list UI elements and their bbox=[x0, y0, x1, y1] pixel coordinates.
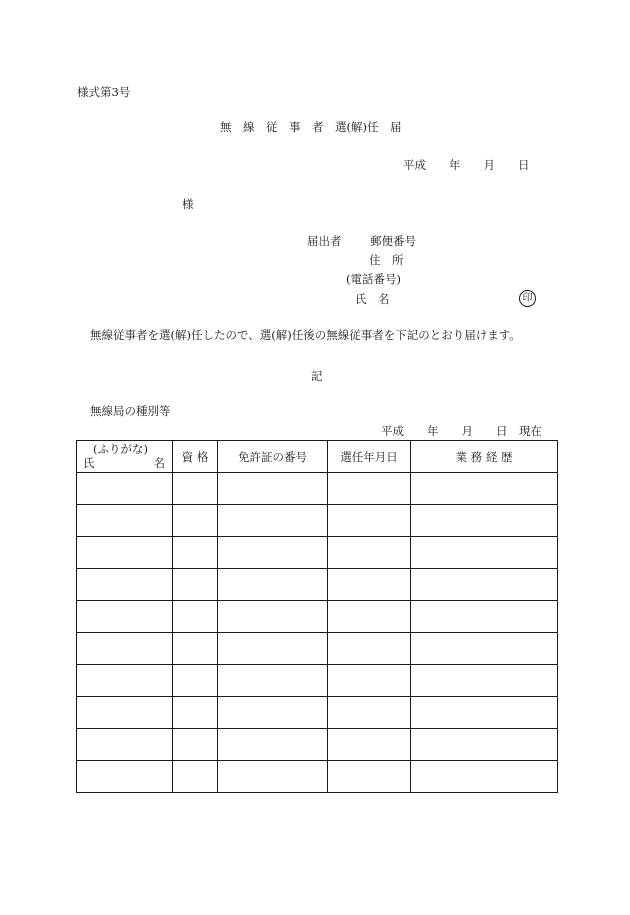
table-row bbox=[77, 473, 558, 505]
cell-license-number[interactable] bbox=[218, 601, 328, 633]
station-type-label: 無線局の種別等 bbox=[90, 404, 171, 418]
form-number: 様式第3号 bbox=[77, 85, 131, 99]
table-row bbox=[77, 729, 558, 761]
cell-appointment-date[interactable] bbox=[328, 505, 411, 537]
submission-date: 平成 年 月 日 bbox=[403, 158, 530, 172]
cell-license-number[interactable] bbox=[218, 505, 328, 537]
as-of-date: 平成 年 月 日 現在 bbox=[381, 424, 542, 438]
cell-name[interactable] bbox=[77, 537, 173, 569]
cell-license-number[interactable] bbox=[218, 473, 328, 505]
table-row bbox=[77, 537, 558, 569]
table-row bbox=[77, 569, 558, 601]
cell-license-number[interactable] bbox=[218, 665, 328, 697]
cell-career[interactable] bbox=[411, 473, 558, 505]
phone-label: (電話番号) bbox=[346, 272, 401, 286]
cell-career[interactable] bbox=[411, 569, 558, 601]
cell-name[interactable] bbox=[77, 633, 173, 665]
table-row bbox=[77, 505, 558, 537]
cell-career[interactable] bbox=[411, 697, 558, 729]
cell-name[interactable] bbox=[77, 505, 173, 537]
cell-appointment-date[interactable] bbox=[328, 473, 411, 505]
cell-qualification[interactable] bbox=[173, 697, 218, 729]
cell-appointment-date[interactable] bbox=[328, 601, 411, 633]
seal-text: 印 bbox=[522, 292, 533, 304]
notifier-label: 届出者 bbox=[307, 234, 342, 248]
cell-qualification[interactable] bbox=[173, 537, 218, 569]
cell-appointment-date[interactable] bbox=[328, 761, 411, 793]
cell-qualification[interactable] bbox=[173, 729, 218, 761]
header-name-family: 氏 bbox=[83, 456, 95, 470]
cell-qualification[interactable] bbox=[173, 633, 218, 665]
table-row bbox=[77, 601, 558, 633]
table-body bbox=[77, 473, 558, 793]
cell-career[interactable] bbox=[411, 601, 558, 633]
cell-qualification[interactable] bbox=[173, 601, 218, 633]
cell-qualification[interactable] bbox=[173, 505, 218, 537]
header-qualification: 資 格 bbox=[173, 441, 218, 473]
cell-appointment-date[interactable] bbox=[328, 633, 411, 665]
cell-appointment-date[interactable] bbox=[328, 537, 411, 569]
cell-career[interactable] bbox=[411, 537, 558, 569]
header-appointment-date: 選任年月日 bbox=[328, 441, 411, 473]
cell-appointment-date[interactable] bbox=[328, 729, 411, 761]
cell-name[interactable] bbox=[77, 601, 173, 633]
cell-license-number[interactable] bbox=[218, 633, 328, 665]
cell-career[interactable] bbox=[411, 505, 558, 537]
header-furigana: (ふりがな) bbox=[93, 442, 148, 456]
name-label: 氏 名 bbox=[355, 292, 390, 306]
table-header-row bbox=[77, 441, 558, 473]
cell-career[interactable] bbox=[411, 665, 558, 697]
operator-table bbox=[76, 440, 558, 793]
cell-license-number[interactable] bbox=[218, 537, 328, 569]
table-row bbox=[77, 633, 558, 665]
notification-statement: 無線従事者を選(解)任したので、選(解)任後の無線従事者を下記のとおり届けます。 bbox=[90, 328, 521, 342]
cell-license-number[interactable] bbox=[218, 697, 328, 729]
addressee-honorific: 様 bbox=[182, 197, 194, 211]
table-row bbox=[77, 761, 558, 793]
cell-qualification[interactable] bbox=[173, 665, 218, 697]
cell-qualification[interactable] bbox=[173, 473, 218, 505]
table-row bbox=[77, 665, 558, 697]
cell-appointment-date[interactable] bbox=[328, 569, 411, 601]
cell-name[interactable] bbox=[77, 473, 173, 505]
cell-appointment-date[interactable] bbox=[328, 697, 411, 729]
header-name-given: 名 bbox=[153, 456, 165, 470]
cell-qualification[interactable] bbox=[173, 569, 218, 601]
cell-qualification[interactable] bbox=[173, 761, 218, 793]
header-license-number: 免許証の番号 bbox=[218, 441, 328, 473]
header-name bbox=[77, 441, 173, 473]
cell-career[interactable] bbox=[411, 633, 558, 665]
header-career: 業 務 経 歴 bbox=[411, 441, 558, 473]
cell-career[interactable] bbox=[411, 761, 558, 793]
cell-name[interactable] bbox=[77, 729, 173, 761]
cell-license-number[interactable] bbox=[218, 569, 328, 601]
postal-code-label: 郵便番号 bbox=[370, 234, 416, 248]
record-heading: 記 bbox=[311, 369, 323, 383]
seal-icon bbox=[519, 290, 536, 307]
cell-license-number[interactable] bbox=[218, 761, 328, 793]
address-label: 住 所 bbox=[369, 253, 404, 267]
cell-appointment-date[interactable] bbox=[328, 665, 411, 697]
cell-career[interactable] bbox=[411, 729, 558, 761]
document-title: 無 線 従 事 者 選(解)任 届 bbox=[220, 120, 402, 134]
cell-name[interactable] bbox=[77, 569, 173, 601]
cell-name[interactable] bbox=[77, 761, 173, 793]
cell-license-number[interactable] bbox=[218, 729, 328, 761]
table-row bbox=[77, 697, 558, 729]
cell-name[interactable] bbox=[77, 697, 173, 729]
cell-name[interactable] bbox=[77, 665, 173, 697]
